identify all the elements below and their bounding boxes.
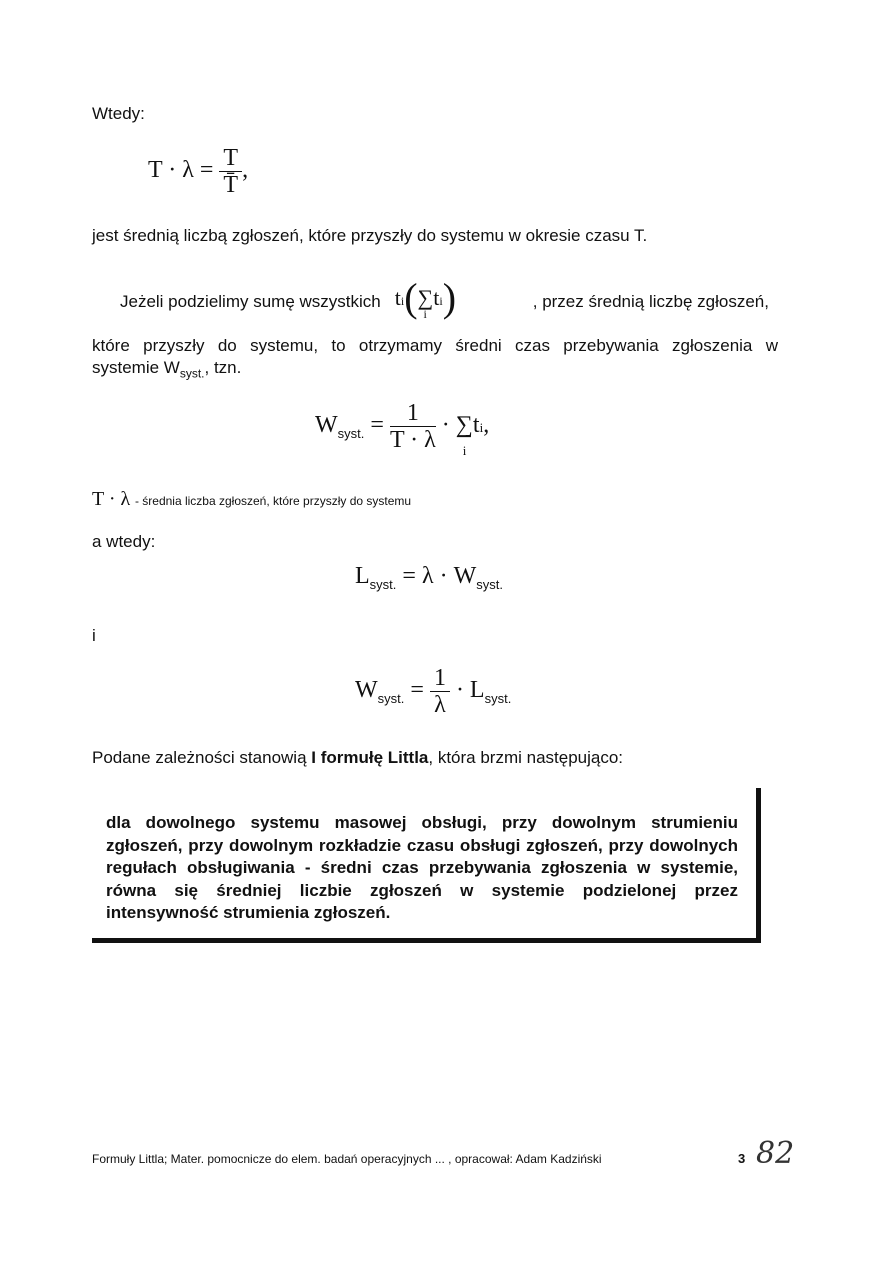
- little-law-box: [92, 788, 761, 943]
- denominator: T̄: [223, 172, 239, 198]
- formula-lhs: T · λ =: [148, 157, 214, 184]
- index: i: [462, 443, 467, 459]
- denominator: T · λ: [389, 427, 436, 453]
- sum-formula: [395, 276, 456, 320]
- w: W: [355, 677, 378, 704]
- formula-w-from-l: [355, 665, 511, 718]
- bold-text: I formułę Littla: [311, 748, 429, 767]
- w: W: [315, 412, 338, 439]
- fraction: [219, 145, 242, 198]
- sub: syst.: [484, 691, 512, 707]
- paragraph-4: i: [92, 626, 96, 645]
- mid: = λ · W: [402, 563, 477, 589]
- sub: i: [439, 293, 443, 308]
- text: - średnia liczba zgłoszeń, które przyszły do systemu: [134, 494, 412, 508]
- numerator: 1: [390, 400, 436, 427]
- paragraph-3: a wtedy:: [92, 532, 156, 551]
- denominator: λ: [434, 692, 446, 718]
- t: t: [433, 284, 440, 310]
- l: L: [355, 563, 370, 589]
- sub: syst.: [179, 366, 205, 381]
- sub: syst.: [369, 577, 397, 592]
- note-line: [92, 488, 411, 511]
- t: t: [472, 412, 480, 439]
- paragraph-1: jest średnią liczbą zgłoszeń, które przyszły do systemu w okresie czasu T.: [92, 226, 648, 245]
- numerator: T: [219, 145, 242, 172]
- paragraph-2-line-1: [120, 274, 769, 321]
- text: , tzn.: [204, 358, 242, 377]
- fraction: [430, 665, 450, 718]
- t: t: [394, 284, 401, 310]
- text: systemie W: [92, 358, 180, 377]
- sigma: ∑: [455, 412, 473, 439]
- formula-l-syst: [355, 563, 503, 590]
- box-text: dla dowolnego systemu masowej obsługi, przy dowolnym strumieniu zgłoszeń, przy dowolnym rozkładzie czasu obsługi zgłoszeń, przy dowolnych regułach obsługiwania - średni czas przebywania zgłoszenia w systemie, równa się średniej liczbie zgłoszeń w systemie podzielonej przez intensywność strumienia zgłoszeń.: [106, 813, 738, 922]
- paragraph-2-line-2: które przyszły do systemu, to otrzymamy średni czas przebywania zgłoszenia w: [92, 336, 778, 355]
- index: i: [423, 306, 427, 321]
- sub: syst.: [337, 426, 365, 442]
- dot: ·: [441, 412, 450, 439]
- formula-t-lambda: [148, 145, 248, 198]
- sub: syst.: [476, 577, 503, 592]
- sub: syst.: [377, 691, 405, 707]
- paragraph-2-line-3: [92, 358, 241, 380]
- intro-text: Wtedy:: [92, 104, 145, 123]
- sum-formula-slot: [394, 274, 527, 321]
- fraction: [390, 400, 436, 453]
- paren: (: [404, 274, 418, 320]
- numerator: 1: [430, 665, 450, 692]
- eq: =: [410, 677, 424, 704]
- paragraph-5: [92, 748, 623, 768]
- comma: ,: [242, 157, 249, 184]
- mid: · L: [455, 677, 485, 704]
- comma: ,: [483, 412, 490, 439]
- formula-w-syst: [315, 400, 490, 459]
- sigma: ∑: [417, 284, 434, 310]
- handwritten-number: 82: [756, 1136, 795, 1171]
- text: Podane zależności stanowią: [92, 748, 312, 767]
- footer-text: Formuły Littla; Mater. pomocnicze do elem. badań operacyjnych ... , opracował: Adam Kadziński: [92, 1152, 602, 1166]
- sub: i: [479, 420, 484, 436]
- text: , która brzmi następująco:: [428, 748, 624, 767]
- eq: =: [370, 412, 384, 439]
- paren: ): [442, 274, 457, 320]
- page-number: 3: [738, 1151, 746, 1166]
- text: , przez średnią liczbę zgłoszeń,: [532, 292, 769, 311]
- symbol: T · λ: [92, 488, 131, 510]
- text: Jeżeli podzielimy sumę wszystkich: [120, 292, 381, 311]
- sub: i: [400, 293, 405, 308]
